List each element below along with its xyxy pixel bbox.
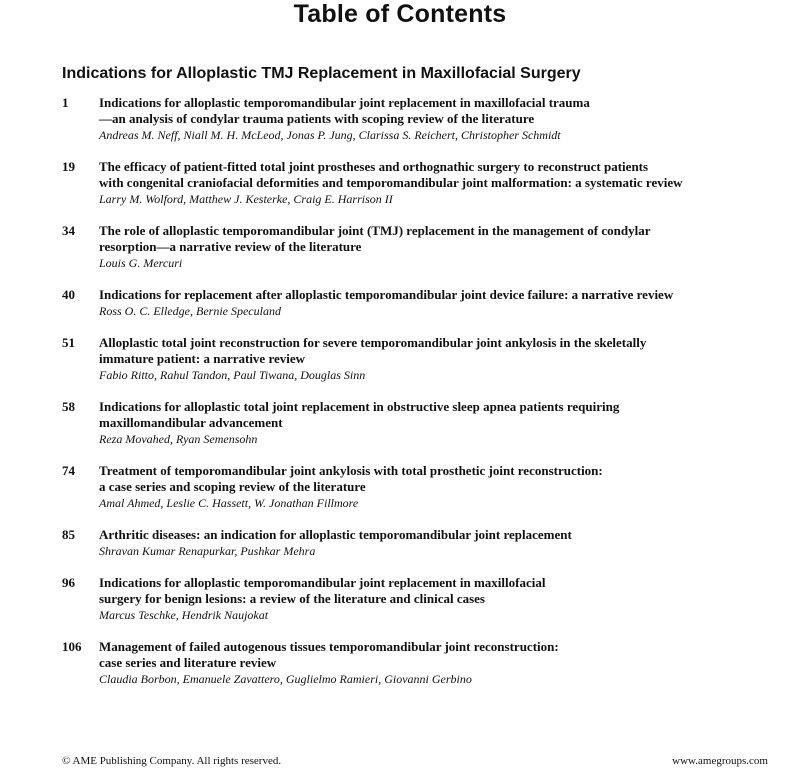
entry-title	[99, 287, 779, 303]
entry-authors: Fabio Ritto, Rahul Tandon, Paul Tiwana, Douglas Sinn	[99, 368, 366, 382]
entry-title-line: with congenital craniofacial deformities and temporomandibular joint malformation: a systematic review	[99, 175, 683, 190]
toc-entry[interactable]	[0, 223, 800, 271]
toc-entry[interactable]	[0, 575, 800, 623]
entry-title-line: Alloplastic total joint reconstruction for severe temporomandibular joint ankylosis in the skeletally	[99, 335, 647, 350]
entry-authors: Amal Ahmed, Leslie C. Hassett, W. Jonathan Fillmore	[99, 496, 359, 510]
entry-authors: Claudia Borbon, Emanuele Zavattero, Guglielmo Ramieri, Giovanni Gerbino	[99, 672, 472, 686]
entry-page-number: 34	[62, 223, 75, 238]
entry-title	[99, 575, 779, 607]
entry-page-number: 51	[62, 335, 75, 350]
entry-title-line: case series and literature review	[99, 655, 277, 670]
entry-page-number: 19	[62, 159, 75, 174]
toc-entry[interactable]	[0, 399, 800, 447]
entry-authors: Shravan Kumar Renapurkar, Pushkar Mehra	[99, 544, 316, 558]
entry-authors: Andreas M. Neff, Niall M. H. McLeod, Jonas P. Jung, Clarissa S. Reichert, Christopher Schmidt	[99, 128, 561, 142]
entry-title-line: The role of alloplastic temporomandibular joint (TMJ) replacement in the management of condylar	[99, 223, 651, 238]
toc-entry[interactable]	[0, 335, 800, 383]
entry-title-line: Management of failed autogenous tissues temporomandibular joint reconstruction:	[99, 639, 559, 654]
entry-page-number: 58	[62, 399, 75, 414]
entry-title	[99, 639, 779, 671]
toc-entry[interactable]	[0, 639, 800, 687]
entry-page-number: 106	[62, 639, 82, 654]
entry-page-number: 40	[62, 287, 75, 302]
entry-authors: Larry M. Wolford, Matthew J. Kesterke, Craig E. Harrison II	[99, 192, 393, 206]
entry-page-number: 85	[62, 527, 75, 542]
entry-title-line: maxillomandibular advancement	[99, 415, 283, 430]
toc-entry[interactable]	[0, 95, 800, 143]
entry-title-line: The efficacy of patient-fitted total joint prostheses and orthognathic surgery to reconstruct patients	[99, 159, 649, 174]
entry-authors: Marcus Teschke, Hendrik Naujokat	[99, 608, 269, 622]
entry-title-line: surgery for benign lesions: a review of the literature and clinical cases	[99, 591, 485, 606]
entry-page-number: 96	[62, 575, 75, 590]
footer-website-link[interactable]: www.amegroups.com	[672, 755, 768, 767]
entry-title-line: Treatment of temporomandibular joint ankylosis with total prosthetic joint reconstruction:	[99, 463, 603, 478]
entry-title	[99, 463, 779, 495]
entry-title-line: Indications for replacement after alloplastic temporomandibular joint device failure: a narrative review	[99, 287, 674, 302]
entry-title-line: Indications for alloplastic temporomandibular joint replacement in maxillofacial	[99, 575, 546, 590]
entry-title-line: Indications for alloplastic temporomandibular joint replacement in maxillofacial trauma	[99, 95, 590, 110]
footer-copyright: © AME Publishing Company. All rights reserved.	[62, 755, 282, 767]
entry-title-line: Arthritic diseases: an indication for alloplastic temporomandibular joint replacement	[99, 527, 572, 542]
entry-title	[99, 223, 779, 255]
toc-list	[0, 95, 800, 702]
entry-title	[99, 527, 779, 543]
entry-page-number: 74	[62, 463, 75, 478]
entry-title	[99, 335, 779, 367]
entry-title	[99, 399, 779, 431]
entry-authors: Reza Movahed, Ryan Semensohn	[99, 432, 258, 446]
entry-title-line: —an analysis of condylar trauma patients with scoping review of the literature	[99, 111, 535, 126]
entry-title-line: resorption—a narrative review of the literature	[99, 239, 362, 254]
toc-entry[interactable]	[0, 527, 800, 559]
entry-authors: Louis G. Mercuri	[99, 256, 183, 270]
section-heading: Indications for Alloplastic TMJ Replacement in Maxillofacial Surgery	[62, 65, 581, 82]
entry-page-number: 1	[62, 95, 69, 110]
entry-title-line: a case series and scoping review of the literature	[99, 479, 366, 494]
page-title: Table of Contents	[293, 0, 507, 28]
entry-title	[99, 159, 779, 191]
entry-title-line: Indications for alloplastic total joint replacement in obstructive sleep apnea patients requiring	[99, 399, 620, 414]
toc-entry[interactable]	[0, 287, 800, 319]
entry-title	[99, 95, 779, 127]
entry-authors: Ross O. C. Elledge, Bernie Speculand	[99, 304, 281, 318]
toc-entry[interactable]	[0, 463, 800, 511]
toc-entry[interactable]	[0, 159, 800, 207]
entry-title-line: immature patient: a narrative review	[99, 351, 306, 366]
